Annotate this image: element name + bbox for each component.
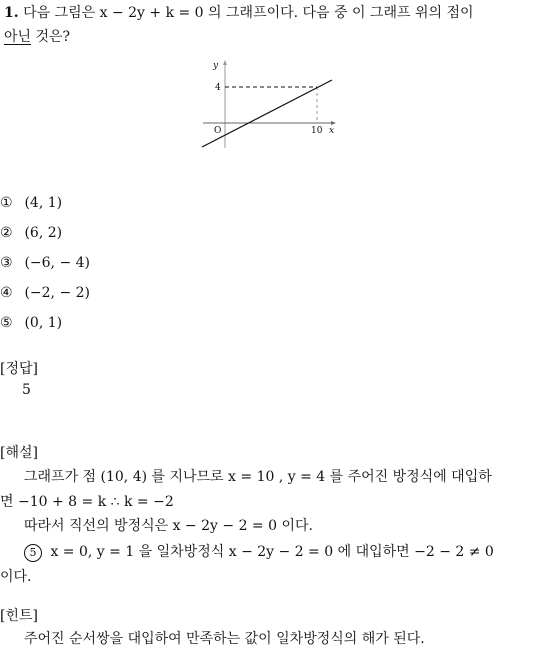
explanation-label: [해설] xyxy=(0,445,38,461)
choice-marker: ② xyxy=(0,225,13,241)
explanation-line-4 xyxy=(24,541,494,562)
choice-text: (6, 2) xyxy=(24,225,63,241)
hint-label: [힌트] xyxy=(0,608,38,624)
answer-value: 5 xyxy=(22,382,31,398)
explanation-line-2: 면 −10 + 8 = k ∴ k = −2 xyxy=(0,494,174,510)
choice-2[interactable] xyxy=(0,225,62,241)
choice-1[interactable] xyxy=(0,195,62,211)
x-axis-arrow xyxy=(331,121,336,125)
choice-4[interactable] xyxy=(0,285,90,301)
choice-3[interactable] xyxy=(0,255,90,271)
y-axis-arrow xyxy=(223,60,227,65)
y-axis-label: y xyxy=(213,61,219,71)
x-axis-label: x xyxy=(329,126,335,136)
x-tick-label: 10 xyxy=(311,126,323,136)
choice-five-marker: 5 xyxy=(24,544,42,562)
question-line-1 xyxy=(4,2,474,22)
question-number: 1. xyxy=(4,5,19,21)
question-text: 다음 그림은 x − 2y + k = 0 의 그래프이다. 다음 중 이 그래프 위의 점이 xyxy=(23,5,474,21)
explanation-line-3: 따라서 직선의 방정식은 x − 2y − 2 = 0 이다. xyxy=(24,518,313,534)
choice-marker: ④ xyxy=(0,285,13,301)
explanation-line-1: 그래프가 점 (10, 4) 를 지나므로 x = 10 , y = 4 를 주어진 방정식에 대입하 xyxy=(24,469,492,485)
question-emphasis: 아닌 xyxy=(4,29,32,45)
hint-text: 주어진 순서쌍을 대입하여 만족하는 값이 일차방정식의 해가 된다. xyxy=(24,631,425,647)
y-tick-label: 4 xyxy=(215,83,221,93)
graph-line xyxy=(202,80,335,147)
line-graph xyxy=(195,55,345,155)
choice-marker: ① xyxy=(0,195,13,211)
choice-text: (−6, − 4) xyxy=(24,255,91,271)
choice-text: (4, 1) xyxy=(24,195,63,211)
answer-label: [정답] xyxy=(0,361,38,377)
choice-5[interactable] xyxy=(0,315,62,331)
origin-label: O xyxy=(214,126,222,136)
choice-text: (0, 1) xyxy=(24,315,63,331)
choice-marker: ⑤ xyxy=(0,315,13,331)
choice-text: (−2, − 2) xyxy=(24,285,91,301)
explanation-line-4-text: x = 0, y = 1 을 일차방정식 x − 2y − 2 = 0 에 대입하면 −2 − 2 ≠ 0 xyxy=(50,544,494,560)
choice-marker: ③ xyxy=(0,255,13,271)
question-text-end: 것은? xyxy=(31,29,71,45)
explanation-line-5: 이다. xyxy=(0,569,32,585)
question-line-2 xyxy=(4,26,70,46)
